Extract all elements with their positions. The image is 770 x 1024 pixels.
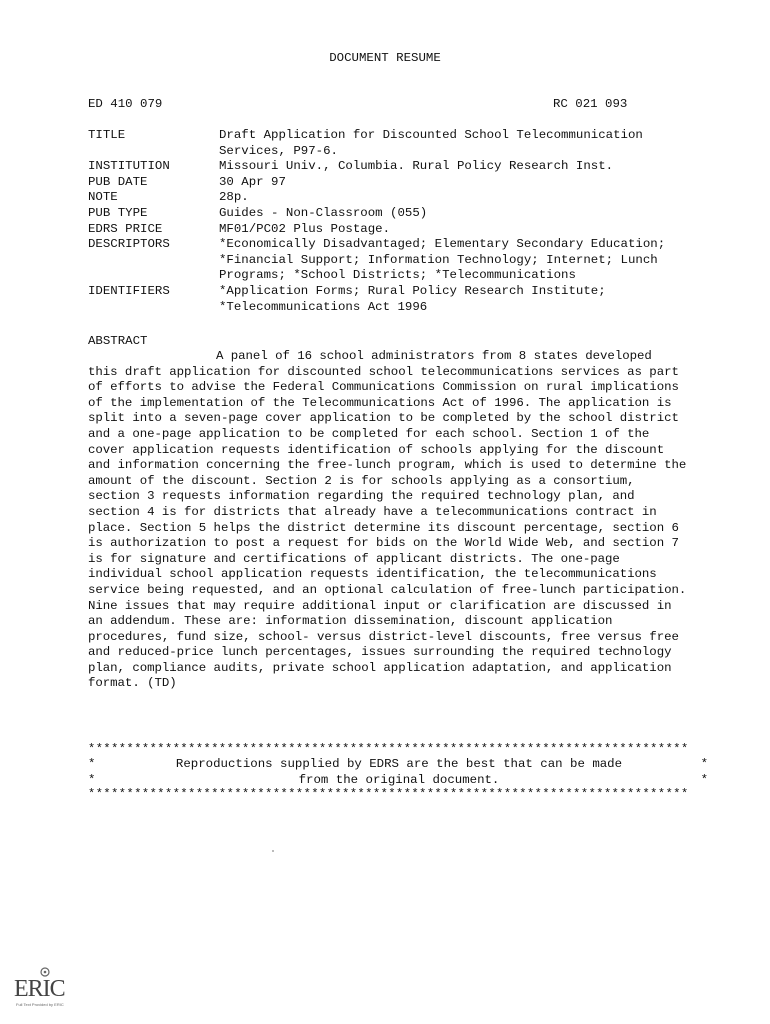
star-border-bottom: ******************************************************************************: [88, 788, 689, 801]
star-border-top: ******************************************************************************: [88, 743, 689, 756]
field-value: 30 Apr 97: [219, 174, 286, 189]
metadata-fields: [88, 128, 708, 315]
eric-logo-word: ERIC: [14, 976, 65, 1002]
star-marker: *: [700, 773, 708, 787]
scan-speck: [272, 850, 274, 852]
eric-logo-tagline: Full Text Provided by ERIC: [16, 1002, 64, 1007]
field-row-note: [88, 190, 708, 206]
field-value: Guides - Non-Classroom (055): [219, 205, 428, 220]
field-label: TITLE: [88, 128, 126, 142]
field-label: PUB TYPE: [88, 205, 148, 220]
accession-number: ED 410 079: [88, 97, 163, 111]
eric-logo: [14, 966, 66, 1008]
field-value: *Application Forms; Rural Policy Research Institute; *Telecommunications Act 1996: [219, 283, 606, 314]
field-label: EDRS PRICE: [88, 221, 163, 236]
notice-text-2: from the original document.: [298, 773, 500, 787]
field-value: Draft Application for Discounted School Telecommunication Services, P97-6.: [219, 128, 643, 158]
notice-text-1: Reproductions supplied by EDRS are the best that can be made: [175, 757, 623, 771]
field-label: NOTE: [88, 190, 118, 205]
clearinghouse-number: RC 021 093: [553, 97, 628, 111]
star-marker: *: [700, 757, 708, 771]
notice-line-1: [88, 756, 710, 772]
field-label: IDENTIFIERS: [88, 283, 170, 298]
document-heading: DOCUMENT RESUME: [329, 51, 441, 65]
field-label: DESCRIPTORS: [88, 237, 170, 252]
field-label: INSTITUTION: [88, 159, 170, 174]
field-label: PUB DATE: [88, 174, 148, 189]
star-marker: *: [88, 757, 96, 771]
notice-line-2: [88, 772, 710, 788]
abstract-label: ABSTRACT: [88, 334, 148, 348]
field-row-institution: [88, 159, 708, 175]
field-value: 28p.: [219, 190, 249, 205]
field-row-edrs-price: [88, 222, 708, 238]
field-value: *Economically Disadvantaged; Elementary Secondary Education; *Financial Support; Information Technology; Internet; Lunch Programs; *School Districts; *Telecommunications: [219, 237, 666, 283]
field-row-title: [88, 128, 708, 159]
field-row-pub-date: [88, 175, 708, 191]
field-row-identifiers: [88, 284, 708, 315]
field-value: Missouri Univ., Columbia. Rural Policy Research Inst.: [219, 159, 614, 174]
field-row-pub-type: [88, 206, 708, 222]
field-value: MF01/PC02 Plus Postage.: [219, 221, 391, 236]
star-marker: *: [88, 773, 96, 787]
abstract-text: A panel of 16 school administrators from 8 states developed this draft application for discounted school telecommunications services as part of efforts to advise the Federal Communications Commission on rural implications of the implementation of the Telecommunications Act of 1996. The application is split into a seven-page cover application to be completed by the school district and a one-page application to be completed for each school. Section 1 of the cover application requests identification of schools applying for the discount and information concerning the free-lunch program, which is used to determine the amount of the discount. Section 2 is for schools applying as a consortium, section 3 requests information regarding the required technology plan, and section 4 is for districts that already have a telecommunications contract in place. Section 5 helps the district determine its discount percentage, section 6 is authorization to post a request for bids on the World Wide Web, and section 7 is for signature and certifications of applicant districts. The one-page individual school application requests identification, the telecommunications service being requested, and an optional calculation of free-lunch participation. Nine issues that may require additional input or clarification are discussed in an addendum. These are: information dissemination, discount application procedures, fund size, school- versus district-level discounts, free versus free and reduced-price lunch percentages, issues surrounding the required technology plan, compliance audits, private school application adaptation, and application format. (TD): [88, 349, 687, 691]
reproduction-notice: [88, 743, 710, 801]
field-row-descriptors: [88, 237, 708, 284]
